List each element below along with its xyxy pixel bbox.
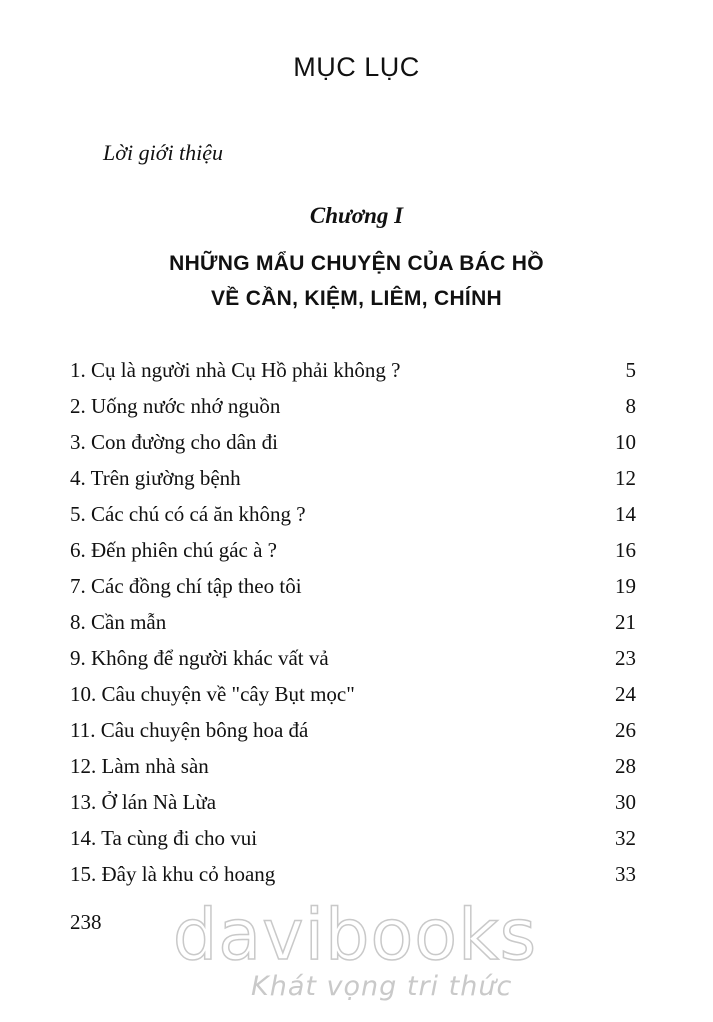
toc-entry: [70, 856, 636, 892]
toc-entry-title: 9. Không để người khác vất vả: [70, 646, 329, 670]
toc-entry-page: 19: [615, 574, 636, 598]
toc-entry-title: 5. Các chú có cá ăn không ?: [70, 502, 306, 526]
toc-entry-page: 10: [615, 430, 636, 454]
toc-entry-title: 11. Câu chuyện bông hoa đá: [70, 718, 309, 742]
toc-entry-page: 30: [615, 790, 636, 814]
toc-entry-page: 14: [615, 502, 636, 526]
toc-entry: [70, 784, 636, 820]
toc-entry-title: 14. Ta cùng đi cho vui: [70, 826, 258, 850]
toc-entry-title: 3. Con đường cho dân đi: [70, 430, 278, 454]
toc-entry: [70, 352, 636, 388]
chapter-title: [0, 246, 713, 316]
toc-entry-title: 6. Đến phiên chú gác à ?: [70, 538, 277, 562]
toc-entry-page: 24: [615, 682, 636, 706]
toc-entry-page: 21: [615, 610, 636, 634]
chapter-title-line2: VỀ CẦN, KIỆM, LIÊM, CHÍNH: [210, 287, 502, 310]
toc-entry: [70, 820, 636, 856]
toc-entry: [70, 640, 636, 676]
intro-entry: Lời giới thiệu: [103, 140, 224, 165]
toc-entry-title: 13. Ở lán Nà Lừa: [70, 790, 217, 814]
toc-entry-page: 32: [615, 826, 636, 850]
toc-entry-title: 10. Câu chuyện về "cây Bụt mọc": [70, 682, 355, 706]
toc-entry-title: 15. Đây là khu cỏ hoang: [70, 862, 276, 886]
chapter-label: Chương I: [309, 203, 404, 228]
toc-entry: [70, 460, 636, 496]
toc-entry-page: 23: [615, 646, 636, 670]
toc-entry-title: 1. Cụ là người nhà Cụ Hồ phải không ?: [70, 358, 401, 382]
toc-entry-page: 12: [615, 466, 636, 490]
toc-entry-title: 2. Uống nước nhớ nguồn: [70, 394, 281, 418]
chapter-title-line1: NHỮNG MẨU CHUYỆN CỦA BÁC HỒ: [169, 252, 544, 275]
watermark-slogan: Khát vọng tri thức: [251, 971, 513, 1002]
page-title: MỤC LỤC: [293, 52, 420, 82]
toc-entry: [70, 748, 636, 784]
toc-entry-title: 8. Cần mẫn: [70, 610, 167, 634]
toc-entry: [70, 388, 636, 424]
toc-entry: [70, 532, 636, 568]
toc-entry: [70, 676, 636, 712]
toc-entry-page: 16: [615, 538, 636, 562]
toc-entry-page: 26: [615, 718, 636, 742]
toc-entry-page: 28: [615, 754, 636, 778]
toc-entry: [70, 496, 636, 532]
toc-entry: [70, 712, 636, 748]
toc-entry-page: 5: [625, 358, 636, 382]
toc-entry: [70, 424, 636, 460]
watermark: [155, 895, 555, 1005]
page-number: 238: [70, 910, 102, 934]
toc-entry: [70, 604, 636, 640]
table-of-contents: [70, 352, 636, 892]
toc-entry-title: 7. Các đồng chí tập theo tôi: [70, 574, 302, 598]
toc-entry: [70, 568, 636, 604]
toc-entry-page: 33: [615, 862, 636, 886]
toc-entry-page: 8: [625, 394, 636, 418]
watermark-brand: davibooks: [172, 894, 538, 976]
toc-entry-title: 12. Làm nhà sàn: [70, 754, 209, 778]
toc-entry-title: 4. Trên giường bệnh: [70, 466, 241, 490]
